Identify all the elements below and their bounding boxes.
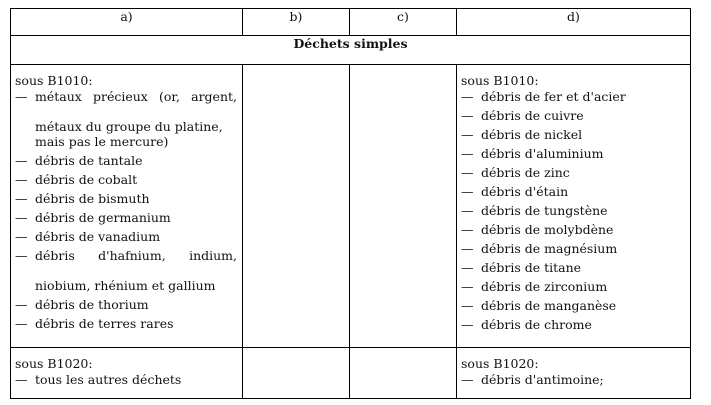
table-row xyxy=(11,65,691,348)
dash-marker: — xyxy=(461,222,474,237)
list-item-line: niobium, rhénium et gallium xyxy=(35,278,216,293)
list-item-line: débris de bismuth xyxy=(35,191,150,206)
dash-marker: — xyxy=(461,108,474,123)
table-row xyxy=(11,348,691,399)
list-item xyxy=(15,210,237,225)
list-item xyxy=(15,172,237,187)
dash-marker: — xyxy=(461,298,474,313)
list-item xyxy=(15,153,237,168)
list-item xyxy=(15,248,237,293)
column-header-a: a) xyxy=(11,9,243,36)
dash-marker: — xyxy=(461,279,474,294)
list-item-line: tous les autres déchets xyxy=(35,372,182,387)
list-item-line: débris de tantale xyxy=(35,153,143,168)
list-item xyxy=(15,191,237,206)
list-item-line: débris de terres rares xyxy=(35,316,174,331)
list-item xyxy=(461,203,685,218)
cell-c xyxy=(350,65,457,348)
list-item xyxy=(461,279,685,294)
dash-marker: — xyxy=(461,89,474,104)
column-header-d: d) xyxy=(457,9,691,36)
waste-classification-table xyxy=(10,8,691,399)
cell-content xyxy=(11,348,242,387)
dash-marker: — xyxy=(461,260,474,275)
column-header-c: c) xyxy=(350,9,457,36)
list-item-line: débris d'hafnium, indium, xyxy=(35,248,237,263)
list-item xyxy=(461,165,685,180)
cell-d xyxy=(457,348,691,399)
list-item-line: débris d'aluminium xyxy=(481,146,604,161)
list-item xyxy=(461,222,685,237)
cell-d xyxy=(457,65,691,348)
dash-marker: — xyxy=(15,297,28,312)
cell-a xyxy=(11,348,243,399)
cell-c xyxy=(350,348,457,399)
list-item-line: débris de nickel xyxy=(481,127,583,142)
list-item xyxy=(461,146,685,161)
dash-marker: — xyxy=(15,153,28,168)
list-item-line: débris de manganèse xyxy=(481,298,617,313)
list-item xyxy=(15,89,237,149)
dash-marker: — xyxy=(461,241,474,256)
list-item-line: débris d'étain xyxy=(481,184,569,199)
cell-intro: sous B1020: xyxy=(15,356,93,371)
list-item-line: débris de magnésium xyxy=(481,241,618,256)
dash-marker: — xyxy=(461,203,474,218)
column-header-row xyxy=(11,9,691,36)
dash-marker: — xyxy=(461,184,474,199)
dash-marker: — xyxy=(15,316,28,331)
dash-marker: — xyxy=(15,89,28,104)
list-item-line: débris de cobalt xyxy=(35,172,138,187)
list-item-line: débris de vanadium xyxy=(35,229,161,244)
list-item xyxy=(461,298,685,313)
list-item-line: débris de thorium xyxy=(35,297,149,312)
list-item xyxy=(461,127,685,142)
cell-intro: sous B1010: xyxy=(15,73,93,88)
dash-marker: — xyxy=(15,210,28,225)
dash-marker: — xyxy=(461,165,474,180)
section-row xyxy=(11,36,691,65)
list-item-line: débris de germanium xyxy=(35,210,171,225)
dash-marker: — xyxy=(15,191,28,206)
item-list xyxy=(15,372,237,387)
list-item xyxy=(15,229,237,244)
dash-marker: — xyxy=(461,317,474,332)
list-item-line: débris de chrome xyxy=(481,317,592,332)
list-item-line: débris de tungstène xyxy=(481,203,608,218)
list-item xyxy=(461,317,685,332)
dash-marker: — xyxy=(461,146,474,161)
cell-intro: sous B1020: xyxy=(461,356,539,371)
list-item-line: débris de zirconium xyxy=(481,279,608,294)
item-list xyxy=(461,89,685,332)
list-item-line: débris de titane xyxy=(481,260,582,275)
list-item-line: débris de cuivre xyxy=(481,108,584,123)
item-list xyxy=(15,89,237,331)
list-item xyxy=(461,241,685,256)
list-item-line: débris de fer et d'acier xyxy=(481,89,626,104)
list-item xyxy=(15,316,237,331)
cell-content xyxy=(457,65,690,332)
list-item-line: débris de molybdène xyxy=(481,222,614,237)
list-item xyxy=(461,108,685,123)
dash-marker: — xyxy=(15,229,28,244)
section-title: Déchets simples xyxy=(11,36,691,65)
dash-marker: — xyxy=(461,372,474,387)
list-item-line: débris de zinc xyxy=(481,165,570,180)
list-item-line: métaux précieux (or, argent, xyxy=(35,89,237,104)
cell-a xyxy=(11,65,243,348)
list-item-line: débris d'antimoine; xyxy=(481,372,604,387)
list-item xyxy=(461,184,685,199)
dash-marker: — xyxy=(15,172,28,187)
dash-marker: — xyxy=(15,248,28,263)
cell-b xyxy=(243,65,350,348)
list-item xyxy=(461,89,685,104)
column-header-b: b) xyxy=(243,9,350,36)
cell-intro: sous B1010: xyxy=(461,73,539,88)
list-item xyxy=(461,260,685,275)
item-list xyxy=(461,372,685,387)
dash-marker: — xyxy=(461,127,474,142)
list-item-line: mais pas le mercure) xyxy=(35,134,169,149)
cell-content xyxy=(457,348,690,387)
cell-b xyxy=(243,348,350,399)
list-item xyxy=(15,372,237,387)
list-item xyxy=(15,297,237,312)
list-item-line: métaux du groupe du platine, xyxy=(35,119,223,134)
cell-content xyxy=(11,65,242,331)
dash-marker: — xyxy=(15,372,28,387)
list-item xyxy=(461,372,685,387)
